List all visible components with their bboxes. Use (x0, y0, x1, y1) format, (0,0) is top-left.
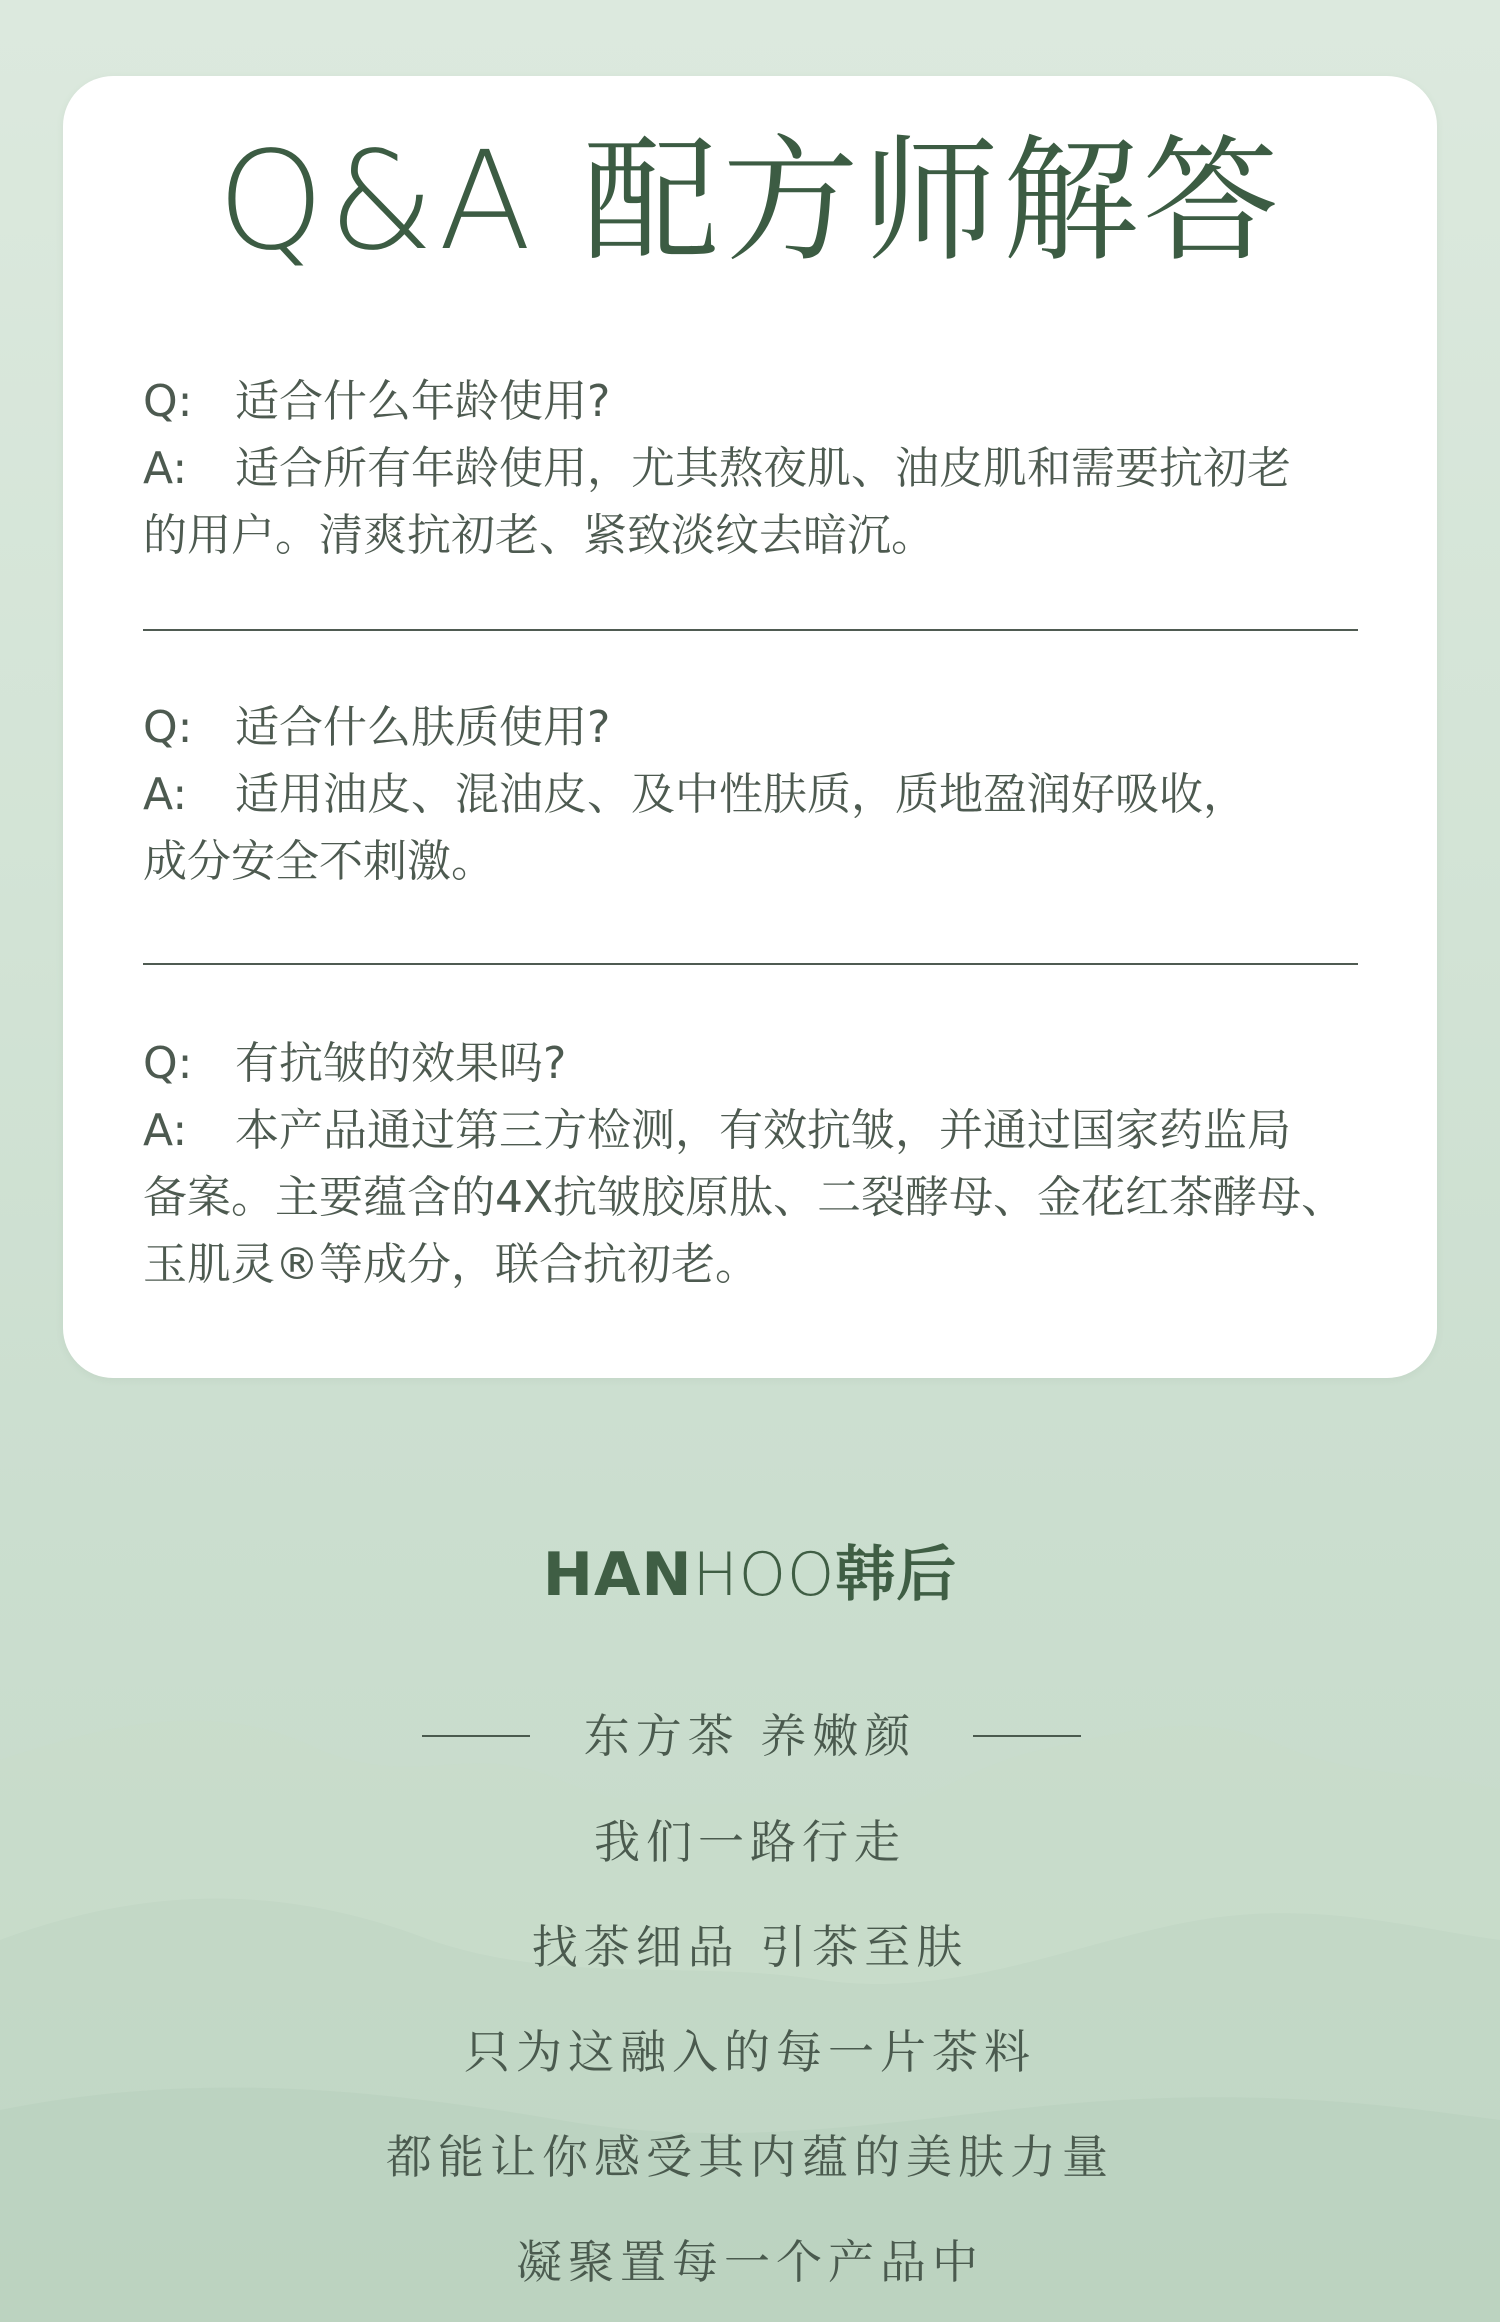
answer-text: 本产品通过第三方检测，有效抗皱，并通过国家药监局 (235, 1105, 1291, 1156)
q-prefix: Q: (143, 1038, 193, 1089)
logo-cn-text: 韩后 (835, 1540, 958, 1610)
logo-bold-text: HAN (542, 1540, 693, 1610)
slogan-line: 我们一路行走 (594, 1815, 906, 1869)
question-text: 有抗皱的效果吗? (235, 1038, 567, 1089)
question-line (143, 1030, 1373, 1097)
logo-thin-text: HOO (692, 1540, 836, 1610)
slogan-line: 只为这融入的每一片茶料 (464, 2025, 1036, 2079)
answer-line: 玉肌灵®等成分，联合抗初老。 (143, 1239, 759, 1290)
q-prefix: Q: (143, 376, 193, 427)
answer-line (143, 435, 1373, 502)
divider (143, 963, 1358, 965)
a-prefix: A: (143, 769, 188, 820)
question-line (143, 368, 1373, 435)
slogan-line: 都能让你感受其内蕴的美肤力量 (386, 2130, 1114, 2184)
slogan-heading: 东方茶 养嫩颜 (583, 1709, 917, 1763)
slogan-dash-right (973, 1735, 1081, 1737)
q-prefix: Q: (143, 702, 193, 753)
qa-item (143, 368, 1373, 569)
slogan-line: 找茶细品 引茶至肤 (531, 1920, 969, 1974)
answer-text: 适合所有年龄使用，尤其熬夜肌、油皮肌和需要抗初老 (235, 443, 1291, 494)
answer-line: 的用户。清爽抗初老、紧致淡纹去暗沉。 (143, 510, 935, 561)
qa-item (143, 1030, 1373, 1298)
a-prefix: A: (143, 1105, 188, 1156)
answer-line: 备案。主要蕴含的4X抗皱胶原肽、二裂酵母、金花红茶酵母、 (143, 1172, 1346, 1223)
qa-item (143, 694, 1373, 895)
question-text: 适合什么年龄使用? (235, 376, 611, 427)
answer-line (143, 761, 1373, 828)
answer-text: 适用油皮、混油皮、及中性肤质，质地盈润好吸收， (235, 769, 1247, 820)
divider (143, 629, 1358, 631)
question-text: 适合什么肤质使用? (235, 702, 611, 753)
brand-logo (0, 1535, 1500, 1615)
slogan-line: 凝聚置每一个产品中 (516, 2235, 984, 2289)
a-prefix: A: (143, 443, 188, 494)
answer-line (143, 1097, 1373, 1164)
answer-line: 成分安全不刺激。 (143, 836, 495, 887)
question-line (143, 694, 1373, 761)
qa-title: Q&A 配方师解答 (217, 123, 1283, 281)
